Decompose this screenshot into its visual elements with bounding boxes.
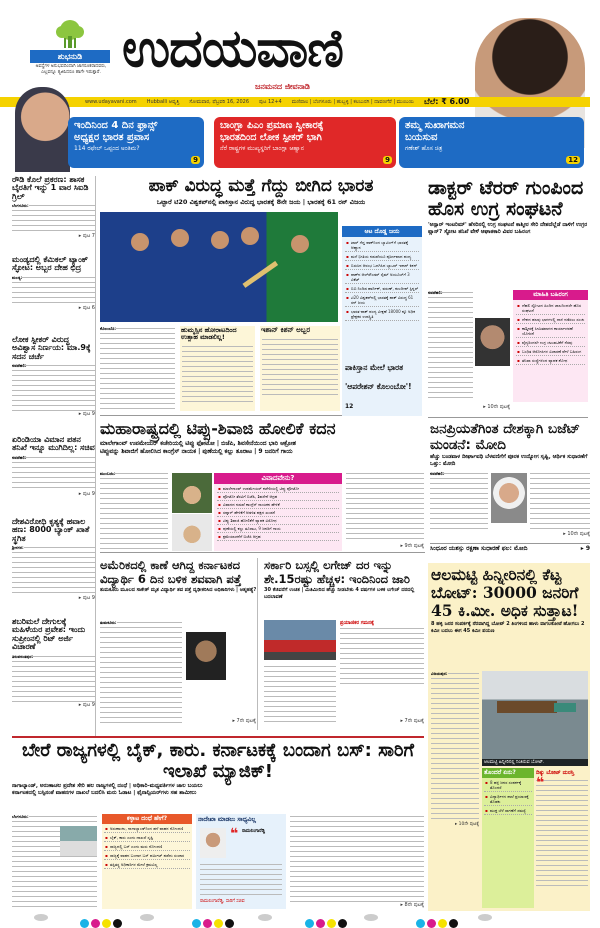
logo-label: ಶುಭನುಡಿ xyxy=(30,50,110,63)
list-item: ▪ ವಿದ್ಯಾರ್ಥಿಗಳ ಶಾಲೆ ಪ್ರಯಾಣಕ್ಕೆ ತೊಡಕು xyxy=(484,794,532,806)
modi-headline: ಜನಪ್ರಿಯತೆಗಿಂತ ದೇಶಕ್ಕಾಗಿ ಬಜೆಟ್ ಮಂಡನೆ: ಮೋದಿ xyxy=(430,421,580,453)
newspaper-tagline: ಜನಮನದ ಜೀವನಾಡಿ xyxy=(255,82,310,91)
col2-title: ಹುಮ್ಮಸ್ಸಿನ ಹೋರಾಟದಿಂದ ಉತ್ಸಾಹ ಮಾಡಲಿಲ್ಲ! xyxy=(181,326,237,341)
story-body xyxy=(12,654,95,702)
story-more-link[interactable]: ▸ ಪುಟ 7 xyxy=(78,233,95,240)
bottom-subhead2: ಕರ್ನಾಟಕದಲ್ಲಿ ಬಸ್ಸಿನಂತೆ ವಾಹನಗಳ ದಾಖಲೆ ಬದಲಿಸಿ ಮರು ಓಡಾಟ | ಫೈನಾನ್ಸಿಯರ್‌ಗಳು ಸಹ ಶಾಮೀಲು xyxy=(12,790,197,796)
match-box-title: ಆಟ ದೊಡ್ಡ ಜಯ xyxy=(342,226,422,237)
list-item: ▪ ದೇಶದ ಹಲವು ಭಾಗಗಳಲ್ಲಿ ದಾಳಿ ನಡೆಸಲು ಸಂಚು xyxy=(516,317,585,324)
terror-story[interactable] xyxy=(428,178,588,418)
cricket-photo xyxy=(100,212,338,322)
list-item: ▪ ಬಂಧಿತ ಆರೋಪಿಗಳ ವಿಚಾರಣೆ ವೇಳೆ ಬಹಿರಂಗ xyxy=(516,349,585,356)
story-headline: ದೇಶವಿರೋಧಿ ಕೃತ್ಯಕ್ಕೆ ಹವಾಲ ಹಣ: 8000 ಬ್ಯಾಂಕ್ ಖಾತೆ ಸ್ಥಗಿತ xyxy=(12,517,90,543)
teaser-france[interactable] xyxy=(68,117,204,168)
america-story[interactable] xyxy=(100,558,258,730)
controversy-list xyxy=(214,484,342,541)
minister-box xyxy=(196,814,286,909)
teaser-line2: ಬಯಸುವ xyxy=(405,132,438,143)
almatti-headline: ಆಲಮಟ್ಟಿ ಹಿನ್ನೀರಿನಲ್ಲಿ ಕೆಟ್ಟ ಬೋಟ್: 30000 ಜನರಿಗೆ 45 ಕಿ.ಮೀ. ಅಧಿಕ ಸುತ್ತಾಟ! xyxy=(431,565,579,620)
boat-photo xyxy=(482,671,588,766)
modi-story[interactable] xyxy=(430,421,590,556)
teaser-line2: ಅಧ್ಯಕ್ಷರ ಭಾರತ ಪ್ರವಾಸ xyxy=(74,132,150,143)
left-story[interactable] xyxy=(12,618,95,728)
teaser-line1: ತಮ್ಮ ಸುಖಾಗಮನ xyxy=(405,120,465,131)
print-registration-marks xyxy=(0,912,600,926)
story-dateline: ಮಂಡ್ಯ: xyxy=(12,274,23,280)
list-item: ▪ ಕಾಶ್ಮೀರಕ್ಕೆ ಸೀಮಿತವಾಗದ ಕಾರ್ಯಾಚರಣೆ ಯೋಜನೆ xyxy=(516,326,585,338)
america-body xyxy=(100,620,182,725)
problem-box-title: ತೊಂದರೆ ಏನು? xyxy=(482,768,534,778)
list-item: ▪ ಬಿಬಿ ನಿಂದಿಡ ಹಾರ್ದಿಕ್, ವರುಣ್, ಕುಲದೀಪ್ ಸ್ಪಿನ್ನರ್ xyxy=(345,286,419,293)
story-dateline: ನವದೆಹಲಿ: xyxy=(12,363,27,369)
left-story[interactable] xyxy=(12,256,95,336)
story-more-link[interactable]: ▸ 7ನೇ ಪುಟಕ್ಕೆ xyxy=(400,718,424,724)
story-more-link[interactable]: ▸ 7ನೇ ಪುಟಕ್ಕೆ xyxy=(232,718,256,724)
problem-box xyxy=(482,768,534,908)
modi-body-right xyxy=(530,471,590,529)
lead-headline: ಪಾಕ್ ವಿರುದ್ಧ ಮತ್ತೆ ಗೆದ್ದು ಬೀಗಿದ ಭಾರತ xyxy=(148,176,374,196)
controversy-box xyxy=(214,473,342,551)
minister-box-title: ನಾದೇಖಾ ಮಾಡಲು ಸಾಧ್ಯವಿಲ್ಲ xyxy=(198,816,256,823)
bottom-headline: ಬೇರೆ ರಾಜ್ಯಗಳಲ್ಲಿ ಬೈಕ್, ಕಾರು. ಕರ್ನಾಟಕಕ್ಕೆ ಬಂದಾಗ ಬಸ್: ಸಾರಿಗೆ ಇಲಾಖೆ ಮ್ಯಾಜಿಕ್! xyxy=(22,740,414,782)
list-item: ▪ ವೈದ್ಯರಿಂದಲೇ ಉಗ್ರ ಚಟುವಟಿಕೆಗೆ ನೆರವು xyxy=(516,340,585,347)
story-dateline: ತಿರುವನಂತಪುರ: xyxy=(12,653,34,659)
almatti-dateline: ವಿಜಯಪುರ: xyxy=(431,671,448,676)
info-box xyxy=(513,290,588,402)
terror-dateline: ನವದೆಹಲಿ: xyxy=(428,290,443,295)
lead-col2 xyxy=(180,326,255,411)
america-dateline: ತುಮಕೂರು: xyxy=(100,620,117,625)
repair-box-title: ದಿಕ್ಕು ಬೋಟ್ ದುರಸ್ತಿ xyxy=(536,770,575,776)
story-more-link[interactable]: ▸ ಪುಟ 9 xyxy=(78,701,95,708)
info-box-title: ಮಾಹಿತಿ ಬಹಿರಂಗ xyxy=(513,290,588,300)
list-item: ▪ ಪಾಕ್‌ನ ಆಲ್‌ರೌಂಡರ್ ಸೈಮ್ ಅಯೂಬ್‌ಗೆ 3 ವಿಕೆಟ್ xyxy=(345,272,419,284)
minister-caption: ರಾಮಲಿಂಗಾರೆಡ್ಡಿ, ಸಾರಿಗೆ ಸಚಿವ xyxy=(200,899,245,904)
story-body xyxy=(12,455,95,491)
racket-box-title: ಕಳ್ಳಾಟ ದಂಧೆ ಹೇಗೆ? xyxy=(102,814,192,824)
cities-label: ಮಣಿಪಾಲ | ಬೆಂಗಳೂರು | ಹುಬ್ಬಳ್ಳಿ | ಕಲಬುರಗಿ | ದಾವಣಗೆರೆ | ಮುಂಬಯಿ xyxy=(291,99,414,105)
list-item: ▪ ಟಿಪ್ಪು ಶಿವಾಜಿ ಹೋಲಿಕೆಗೆ ವ್ಯಾಪಕ ವಿರೋಧ xyxy=(217,518,339,525)
masthead xyxy=(0,0,600,110)
list-item: ▪ ಮುಕ್ತ ಬೆಳೆ ಸಾಗಣೆಗೆ ಸಮಸ್ಯೆ xyxy=(484,808,532,815)
story-more-link[interactable]: ▸ ಪುಟ 9 xyxy=(78,490,95,497)
story-body xyxy=(12,275,95,305)
story-more-link[interactable]: ▸ 10ನೇ ಪುಟಕ್ಕೆ xyxy=(454,822,479,827)
list-item: ▪ ಬೈಕ್, ಕಾರು ಎಂದು ದಾಖಲೆ ಸೃಷ್ಟಿ xyxy=(104,835,190,842)
maharashtra-story[interactable] xyxy=(100,421,425,553)
story-more-link[interactable]: ▸ 9ನೇ ಪುಟಕ್ಕೆ xyxy=(400,543,424,549)
racket-list xyxy=(102,824,192,873)
list-item: ▪ ಮಾಲೇಗಾಂವ್ ಉಪಮೇಯರ್ ಕಚೇರಿಯಲ್ಲಿ ಟಿಪ್ಪು ಫೋಟೋ xyxy=(217,486,339,493)
lead-subhead: ಒಟ್ಟಾರೆ ಟಿ20 ವಿಶ್ವಕಪ್‌ನಲ್ಲಿ ಪಾಕಿಸ್ತಾನ ವಿರುದ್ಧ ಭಾರತಕ್ಕೆ 8ನೇ ಜಯ | ಭಾರತಕ್ಕೆ 61 ರನ್ ವಿಜಯ xyxy=(156,197,366,206)
terror-body xyxy=(428,290,473,400)
teaser-bangla[interactable] xyxy=(214,117,396,168)
maharashtra-subhead1: ಮಾಲೇಗಾಂವ್ ಉಪಮೇಯರ್ ಕಚೇರಿಯಲ್ಲಿ ಟಿಪ್ಪು ಫೋಟೋ | ಬಿಜೆಪಿ, ಶಿವಸೇನೆಯಿಂದ ಭಾರಿ ಆಕ್ರೋಶ xyxy=(100,439,297,447)
maharashtra-body-left xyxy=(100,471,168,551)
pages-label: ಪುಟ 12+4 xyxy=(259,99,282,105)
list-item: ▪ ಸಪ್ಕಾಳ್ ಹೇಳಿಕೆಗೆ ಆಡಳಿತ ಪಕ್ಷದ ಖಂಡನೆ xyxy=(217,510,339,517)
story-headline: ಲೋಕ ಸ್ಪೀಕರ್ ವಿರುದ್ಧ ಅವಿಶ್ವಾಸ ನಿರ್ಣಯ: ಮಾ.9ಕ್ಕೆ ಸದನ ಚರ್ಚೆ xyxy=(12,335,91,361)
modi-body-left xyxy=(430,471,488,533)
list-item: ▪ ಅರುಣಾಚಲ, ನಾಗಾಲ್ಯಾಂಡ್‌ನಿಂದ ಹಳೆ ವಾಹನ ನೋಂದಣಿ xyxy=(104,826,190,833)
newspaper-title: ಉದಯವಾಣಿ xyxy=(122,19,343,79)
photo-caption: ಆಲಮಟ್ಟಿ ಹಿನ್ನೀರಿನಲ್ಲಿ ನಿಂತಿರುವ ಬೋಟ್. xyxy=(482,759,588,766)
almatti-subhead: 8 ಹಳ್ಳಿ ಜನರ ಸಂಪರ್ಕಕ್ಕೆ ನೆರವಾಗಿದ್ದ ಬೋಟ್ 2 ತಿಂಗಳಿಂದ ಹಾಳು ವಾಗಲಕೋಟೆ ಹೋಗಲು 2 ಕಿಮೀ ಬದಲು ಈಗ 45 ಕಿಮೀ ಪಯಣ xyxy=(431,621,585,634)
footer-headline: ಪಾಕಿಸ್ತಾನ ಮೇಲೆ ಭಾರತ 'ಆಪರೇಶನ್ ಕೊಲಂಬೋ'! xyxy=(345,363,412,391)
story-dateline: ಶ್ರೀನಗರ: xyxy=(12,545,24,551)
story-headline: ಮಂಡ್ಯದಲ್ಲಿ ಕೆಮಿಕಲ್ ಟ್ಯಾಂಕ್ ಸ್ಫೋಟ: ಅಬ್ಬರ ದೇಹ ಛಿದ್ರ xyxy=(12,255,88,273)
student-photo xyxy=(186,632,226,680)
logo-quote: ಅವಸ್ಥೆಗಳ ಅನುಭವದಿಂದಾಗಿ ಜಾಗರೂಕರಾದವರು, ಎಲ್ಲವನ್ನೂ ತ್ಯಜಿಸಿದರೂ ಹಾಗೇ ಇರುತ್ತಾರೆ. xyxy=(35,64,107,75)
match-box xyxy=(342,226,422,416)
controversy-box-title: ವಿವಾದವೇನು? xyxy=(214,473,342,484)
bus-photo xyxy=(264,620,336,660)
macron-photo xyxy=(15,87,70,172)
col3-title: ಇಶಾನ್ ಕಿಶನ್ ಅಬ್ಬರ xyxy=(261,326,311,334)
list-item: ▪ ಫೋಟೋ ತೆರವಿಗೆ ಬಿಜೆಪಿ, ಶಿವಸೇನೆ ಆಗ್ರಹ xyxy=(217,494,339,501)
terror-subhead: 'ಅನ್ಸಾರ್ ಇಂಟರಿಮ್' ಹೆಸರಿನಲ್ಲಿ ಉಗ್ರ ಸಂಘಟನೆ ಕಾಶ್ಮೀರ ಸೇರಿ ದೇಶದೆಲ್ಲೆಡೆ ದಾಳಿಗೆ ಉಗ್ರರ ಪ್ಲಾನ್? ಸ್ಫೋಟ ತನಿಖೆ ವೇಳೆ ಆಘಾತಕಾರಿ ವಿವರ ಬಹಿರಂಗ xyxy=(428,222,588,235)
america-headline: ಅಮೆರಿಕದಲ್ಲಿ ಕಾಣೆ ಆಗಿದ್ದ ಕರ್ನಾಟಕದ ವಿದ್ಯಾರ್ಥಿ 6 ದಿನ ಬಳಿಕ ಶವವಾಗಿ ಪತ್ತೆ xyxy=(100,558,242,586)
list-item: ▪ ಭಾರತ-ಪಾಕ್ ಪಂದ್ಯ ವೀಕ್ಷಣೆ 18000 ಕ್ಕೂ ಅಧಿಕ ಪ್ರೇಕ್ಷಕರ ಉಪಸ್ಥಿತಿ xyxy=(345,309,419,321)
list-item: ▪ ಟಾಸ್ ಗೆದ್ದ ಪಾಕ್‌ನಿಂದ ಬ್ಯಾಟಿಂಗ್‌ಗೆ ಭಾರತಕ್ಕೆ ಆಹ್ವಾನ xyxy=(345,240,419,252)
maharashtra-body-right xyxy=(346,471,424,543)
teaser-line1: ಬಾಂಗ್ಲಾ ಪಿಎಂ ಪ್ರಮಾಣ ಸ್ವೀಕಾರಕ್ಕೆ xyxy=(220,120,324,131)
lead-story[interactable] xyxy=(100,178,422,416)
info-box-list xyxy=(513,300,588,365)
teaser-sub: ಗಣೇಶ್ ಹೊಸ ಚಿತ್ರ xyxy=(405,145,443,152)
list-item: ▪ ತಪ್ಪಿತಸ್ಥ ಅಧಿಕಾರಿಗಳ ಮೇಲೆ ಕ್ರಮವಿಲ್ಲ xyxy=(104,862,190,869)
story-more-link[interactable]: ▸ 10ನೇ ಪುಟಕ್ಕೆ xyxy=(483,404,510,410)
left-column xyxy=(12,176,96,736)
almatti-story[interactable] xyxy=(428,563,590,911)
list-item: ▪ ಮಳೆ ಭೀತಿಯ ನಡುವೆಯೂ ಪೂರ್ಣವಾದ ಪಂದ್ಯ xyxy=(345,254,419,261)
teaser-line1: ಇಂದಿನಿಂದ 4 ದಿನ ಫ್ರಾನ್ಸ್ xyxy=(74,120,158,131)
page-ref: 9 xyxy=(385,156,390,164)
bus-story[interactable] xyxy=(264,558,424,730)
bus-info-title: ಪ್ರಯಾಣಿಕರ ಗಮನಕ್ಕೆ xyxy=(340,620,374,626)
modi-subhead: ಹೆಚ್ಚು ಬಂಡವಾಳ ದೀರ್ಘಾವಧಿ ಬೆಳವಣಿಗೆಗೆ ಪೂರಕ ಉದ್ಯೋಗ ಸೃಷ್ಟಿ, ಆರ್ಥಿಕ ಸುಧಾರಣೆಗೆ ಒತ್ತು: ಮೋದಿ xyxy=(430,454,588,467)
list-item: ▪ ಕ್ಷಮೆಯಾಚನೆಗೆ ಬಿಜೆಪಿ ಆಗ್ರಹ xyxy=(217,534,339,541)
bottom-body-right xyxy=(290,814,424,902)
edition-label: Hubballi ಆವೃತ್ತಿ xyxy=(146,99,180,105)
minister-photo xyxy=(200,828,226,858)
bottom-dateline: ಬೆಂಗಳೂರು: xyxy=(12,814,29,819)
vehicle-photo xyxy=(60,826,97,856)
maharashtra-dateline: ಮುಂಬಯಿ: xyxy=(100,471,116,476)
story-dateline: ಬೆಂಗಳೂರು: xyxy=(12,203,29,209)
website-link[interactable]: www.udayavani.com xyxy=(85,99,137,105)
teaser-line2: ಭಾರತದಿಂದ ಲೋಕ ಸ್ಪೀಕರ್ ಭಾಗಿ xyxy=(220,132,322,143)
story-more-link[interactable]: ▸ ಪುಟ 9 xyxy=(78,411,95,418)
terror-headline: ಡಾಕ್ಟರ್ ಟೆರರ್ ಗುಂಪಿಂದ ಹೊಸ ಉಗ್ರ ಸಂಘಟನೆ xyxy=(428,177,584,220)
left-story[interactable] xyxy=(12,518,95,618)
left-story[interactable] xyxy=(12,336,95,436)
match-box-footer[interactable] xyxy=(345,355,419,412)
modi-photo xyxy=(491,473,527,523)
footer-page: ▸ 9 xyxy=(580,545,590,552)
story-more-link[interactable]: ▸ ಪುಟ 6 xyxy=(78,304,95,311)
modi-dateline: ನವದೆಹಲಿ: xyxy=(430,471,445,476)
teaser-sub: 114 ರಫೇಲ್ ಒಪ್ಪಂದ ಅಂತಿಮ? xyxy=(74,145,140,152)
story-headline: ರೌಡಿ ಕೊಲೆ ಪ್ರಕರಣ: ಶಾಸಕ ಬೈರತಿಗೆ ಇನ್ನು 1 ವಾರ ಸಿಐಡಿ ಗ್ರಿಲ್ xyxy=(12,175,89,201)
problem-list xyxy=(482,778,534,819)
list-item: ▪ ವಿವಾದದ ನಡುವೆ ಕಾಂಗ್ರೆಸ್ ನಾಯಕನ ಹೇಳಿಕೆ xyxy=(217,502,339,509)
story-dateline: ನವದೆಹಲಿ: xyxy=(12,454,27,460)
list-item: ▪ ದೆಹಲಿ ಸ್ಫೋಟದ ಹಿಂದಿನ ಜಾಲದಿಂದಲೇ ಹೊಸ ಸಂಘಟನೆ xyxy=(516,303,585,315)
list-item: ▪ 8 ಹಳ್ಳಿ ಜನರ ಸಂಪರ್ಕಕ್ಕೆ ತೊಂದರೆ xyxy=(484,780,532,792)
bottom-story[interactable] xyxy=(12,736,424,911)
info-bar xyxy=(0,97,590,107)
teaser-sub: ನೆರೆ ರಾಷ್ಟ್ರಗಳ ಮುಖ್ಯಸ್ಥರಿಗೆ ಬಾಂಗ್ಲಾ ಆಹ್ವಾನ xyxy=(220,145,304,152)
page-ref: 9 xyxy=(193,156,198,164)
bus-info-box xyxy=(340,620,424,690)
story-body xyxy=(12,545,95,595)
modi-footer[interactable] xyxy=(430,543,590,553)
footer-page: 12 xyxy=(345,403,354,410)
list-item: ▪ ಪುಣೆಯಲ್ಲಿ ಕಲ್ಲು ತೂರಾಟ, 9 ಜನರಿಗೆ ಗಾಯ xyxy=(217,526,339,533)
story-headline: ಶಬರಿಮಲೆ ದೇಗುಲಕ್ಕೆ ಮಹಿಳೆಯರ ಪ್ರವೇಶ: ಇಂದು ಸುಪ್ರೀಂನಲ್ಲಿ ರಿಟ್ ಅರ್ಜಿ ವಿಚಾರಣೆ xyxy=(12,617,86,652)
logo-tree-icon xyxy=(52,20,88,48)
match-box-list xyxy=(342,237,422,321)
left-story[interactable] xyxy=(12,436,95,518)
lead-col3 xyxy=(260,326,340,411)
story-body xyxy=(12,203,95,233)
bottom-subhead1: ನಾಗಾಲ್ಯಾಂಡ್, ಅರುಣಾಚಲ ಪ್ರದೇಶ ಸೇರಿ ಹಲ ರಾಜ್ಯಗಳಲ್ಲಿ ದಂಧೆ | ಅಧಿಕಾರಿ-ಮಧ್ಯವರ್ತಿಗಳ ಜಾಲ ಬಯಲು xyxy=(12,783,203,789)
list-item: ▪ ಬಿರುಸಿನ ಆರಂಭ ಒದಗಿಸಿದ ಬ್ಯಾಟರ್ ಇಶಾನ್ ಕಿಶನ್ xyxy=(345,263,419,270)
maharashtra-headline: ಮಹಾರಾಷ್ಟ್ರದಲ್ಲಿ ಟಿಪ್ಪು-ಶಿವಾಜಿ ಹೋಲಿಕೆ ಕದನ xyxy=(100,419,336,438)
tipu-portrait xyxy=(172,473,212,513)
bus-subhead: 30 ಕೆಜಿವರೆಗೆ ಉಚಿತ | ಮಿತಿಮೀರಿದ ಹೆಚ್ಚು ನೀಡಬೇಕು 4 ವರ್ಷಗಳ ಬಳಿಕ ಲಗೇಜ್ ದರದಲ್ಲಿ ಬದಲಾವಣೆ xyxy=(264,587,415,600)
suspect-photo xyxy=(475,318,510,366)
list-item: ▪ ರಾಜ್ಯಕ್ಕೆ ವಾಹನ ಬಂದಾಗ ಬಸ್ ಪರ್ಮಿಟ್ ಪಡೆದು ಸಂಚಾರ xyxy=(104,853,190,860)
quote-icon: ❝ xyxy=(230,826,239,842)
america-subhead: ತುಮಕೂರು ಮೂಲದ ಸಾಕೇತ್ ಮೃತ ವಿದ್ಯಾರ್ಥಿ ಶವ ಪತ್ತೆ ದೃಢೀಕರಿಸಿದ ಅಧಿಕಾರಿಗಳು | ಆತ್ಮಹತ್ಯೆ? xyxy=(100,587,257,593)
bus-body xyxy=(264,664,336,724)
list-item: ▪ ರಾಜ್ಯದಲ್ಲಿ ಬಸ್ ಎಂದು ಮರು ನೋಂದಣಿ xyxy=(104,844,190,851)
story-body xyxy=(12,363,95,411)
price-label: ಬೆಲೆ: ₹ 6.00 xyxy=(423,97,470,106)
story-more-link[interactable]: ▸ ಪುಟ 9 xyxy=(78,595,95,602)
teaser-ganesh[interactable] xyxy=(399,117,584,168)
story-more-link[interactable]: ▸ 10ನೇ ಪುಟಕ್ಕೆ xyxy=(563,531,590,537)
repair-box xyxy=(536,768,588,908)
left-story[interactable] xyxy=(12,176,95,256)
shivaji-portrait xyxy=(172,514,212,551)
lead-dateline: ಕೊಲಂಬೊ: xyxy=(100,326,116,331)
story-headline: ಏರಿಂಡಿಯಾ ವಿಮಾನ ಪತನ ತನಿಖೆ ಇನ್ನೂ ಮುಗಿದಿಲ್ಲ: ಸಚಿವ xyxy=(12,435,95,453)
list-item: ▪ ಟಿ20 ವಿಶ್ವಕಪ್‌ನಲ್ಲಿ ಭಾರತಕ್ಕೆ ಪಾಕ್ ವಿರುದ್ಧ 61 ರನ್ ಜಯ xyxy=(345,295,419,307)
quote-icon: ❝ xyxy=(536,775,545,791)
minister-name: ರಾಮಲಿಂಗಾರೆಡ್ಡಿ xyxy=(242,829,266,834)
date-label: ಸೋಮವಾರ, ಫೆಬ್ರವರಿ 16, 2026 xyxy=(189,99,250,105)
footer-headline: ಸಿಂಧೂರ ಯಶಸ್ಸು ರಕ್ಷಣಾ ಸುಧಾರಣೆ ಫಲ: ಮೋದಿ xyxy=(430,545,528,552)
list-item: ▪ ತನಿಖಾ ಸಂಸ್ಥೆಗಳಿಂದ ವ್ಯಾಪಕ ಶೋಧ xyxy=(516,358,585,365)
bus-headline: ಸರ್ಕಾರಿ ಬಸ್ಸಲ್ಲಿ ಲಗೇಜ್ ದರ ಇನ್ನು ಶೇ.15ರಷ್ಟು ಹೆಚ್ಚಳ: ಇಂದಿನಿಂದ ಜಾರಿ xyxy=(264,558,410,586)
story-more-link[interactable]: ▸ 8ನೇ ಪುಟಕ್ಕೆ xyxy=(400,902,424,908)
page-ref: 12 xyxy=(568,156,578,164)
lead-col1 xyxy=(100,326,175,411)
almatti-body xyxy=(431,671,479,819)
maharashtra-subhead2: ಟಿಪ್ಪುವನ್ನು ಶಿವಾಜಿಗೆ ಹೋಲಿಸಿದ ಕಾಂಗ್ರೆಸ್ ನಾಯಕ | ಪುಣೆಯಲ್ಲಿ ಕಲ್ಲು ತೂರಾಟ | 9 ಜನರಿಗೆ ಗಾಯ xyxy=(100,447,293,455)
racket-box xyxy=(102,814,192,909)
